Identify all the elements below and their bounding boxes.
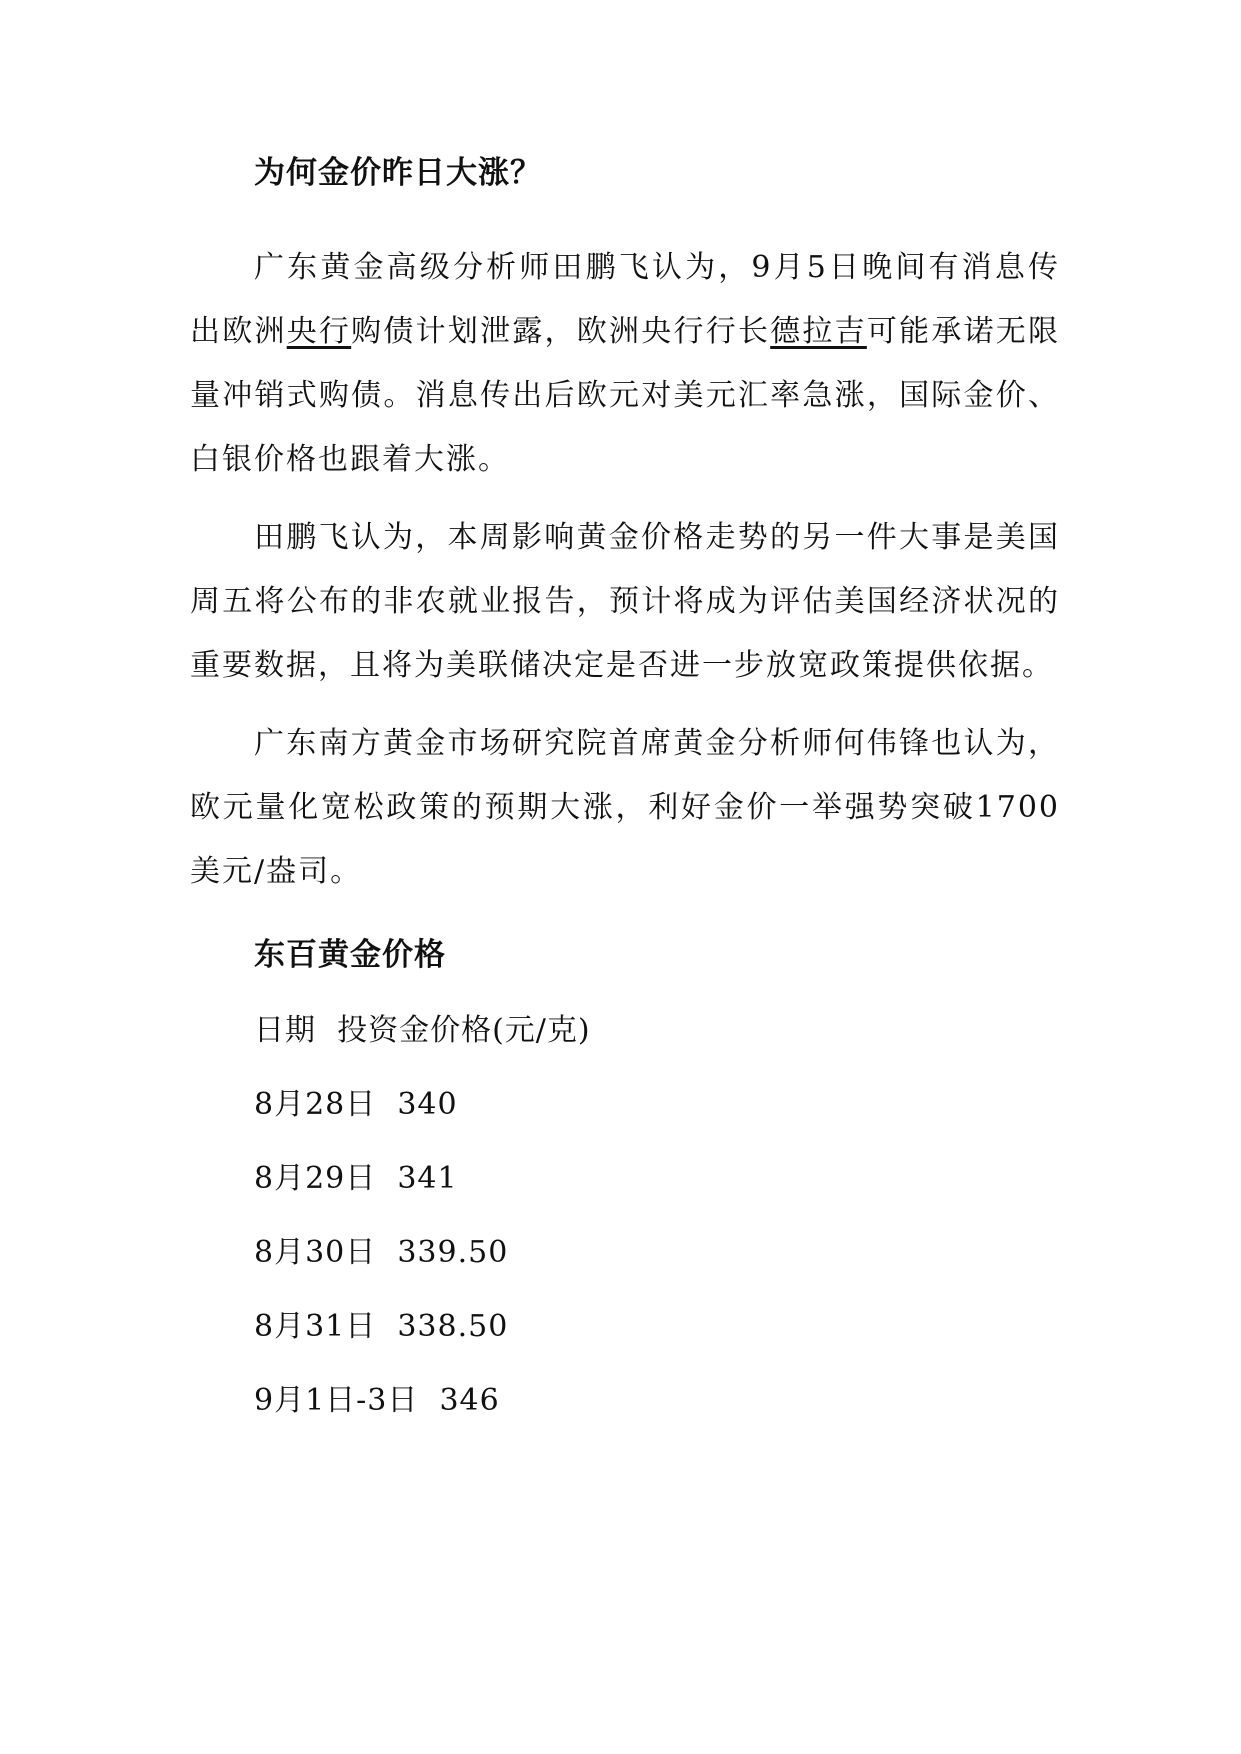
table-header: 日期 投资金价格(元/克) bbox=[254, 1013, 591, 1048]
paragraph-nonfarm-report: 田鹏飞认为，本周影响黄金价格走势的另一件大事是美国周五将公布的非农就业报告，预计将成为评估美国经济状况的重要数据，且将为美联储决定是否进一步放宽政策提供依据。 bbox=[190, 520, 1060, 683]
table-row: 8月28日 340 bbox=[254, 1087, 458, 1122]
link-draghi[interactable]: 德拉吉 bbox=[770, 314, 867, 349]
document-page bbox=[190, 150, 1060, 1424]
paragraph-he-weifeng: 广东南方黄金市场研究院首席黄金分析师何伟锋也认为，欧元量化宽松政策的预期大涨，利好金价一举强势突破1700美元/盎司。 bbox=[190, 726, 1060, 889]
section-heading-gold-rise: 为何金价昨日大涨？ bbox=[254, 155, 542, 191]
table-row: 8月31日 338.50 bbox=[254, 1309, 509, 1344]
table-row: 9月1日-3日 346 bbox=[254, 1383, 500, 1418]
paragraph-text: 可能承诺无限量冲销式购债。消息传出后欧元对美元汇率急涨，国际金价、白银价格也跟着大涨。 bbox=[190, 314, 1061, 477]
section-heading-price-table: 东百黄金价格 bbox=[254, 937, 446, 973]
link-central-bank[interactable]: 央行 bbox=[286, 314, 352, 349]
table-row: 8月29日 341 bbox=[254, 1161, 458, 1196]
table-row: 8月30日 339.50 bbox=[254, 1235, 509, 1270]
paragraph-text: 广东黄金高级分析师田鹏飞认为，9月5日晚间有消息传出欧洲 bbox=[190, 250, 1060, 349]
paragraph-analyst-view bbox=[190, 236, 1060, 492]
paragraph-text: 购债计划泄露，欧洲央行行长 bbox=[351, 314, 771, 349]
